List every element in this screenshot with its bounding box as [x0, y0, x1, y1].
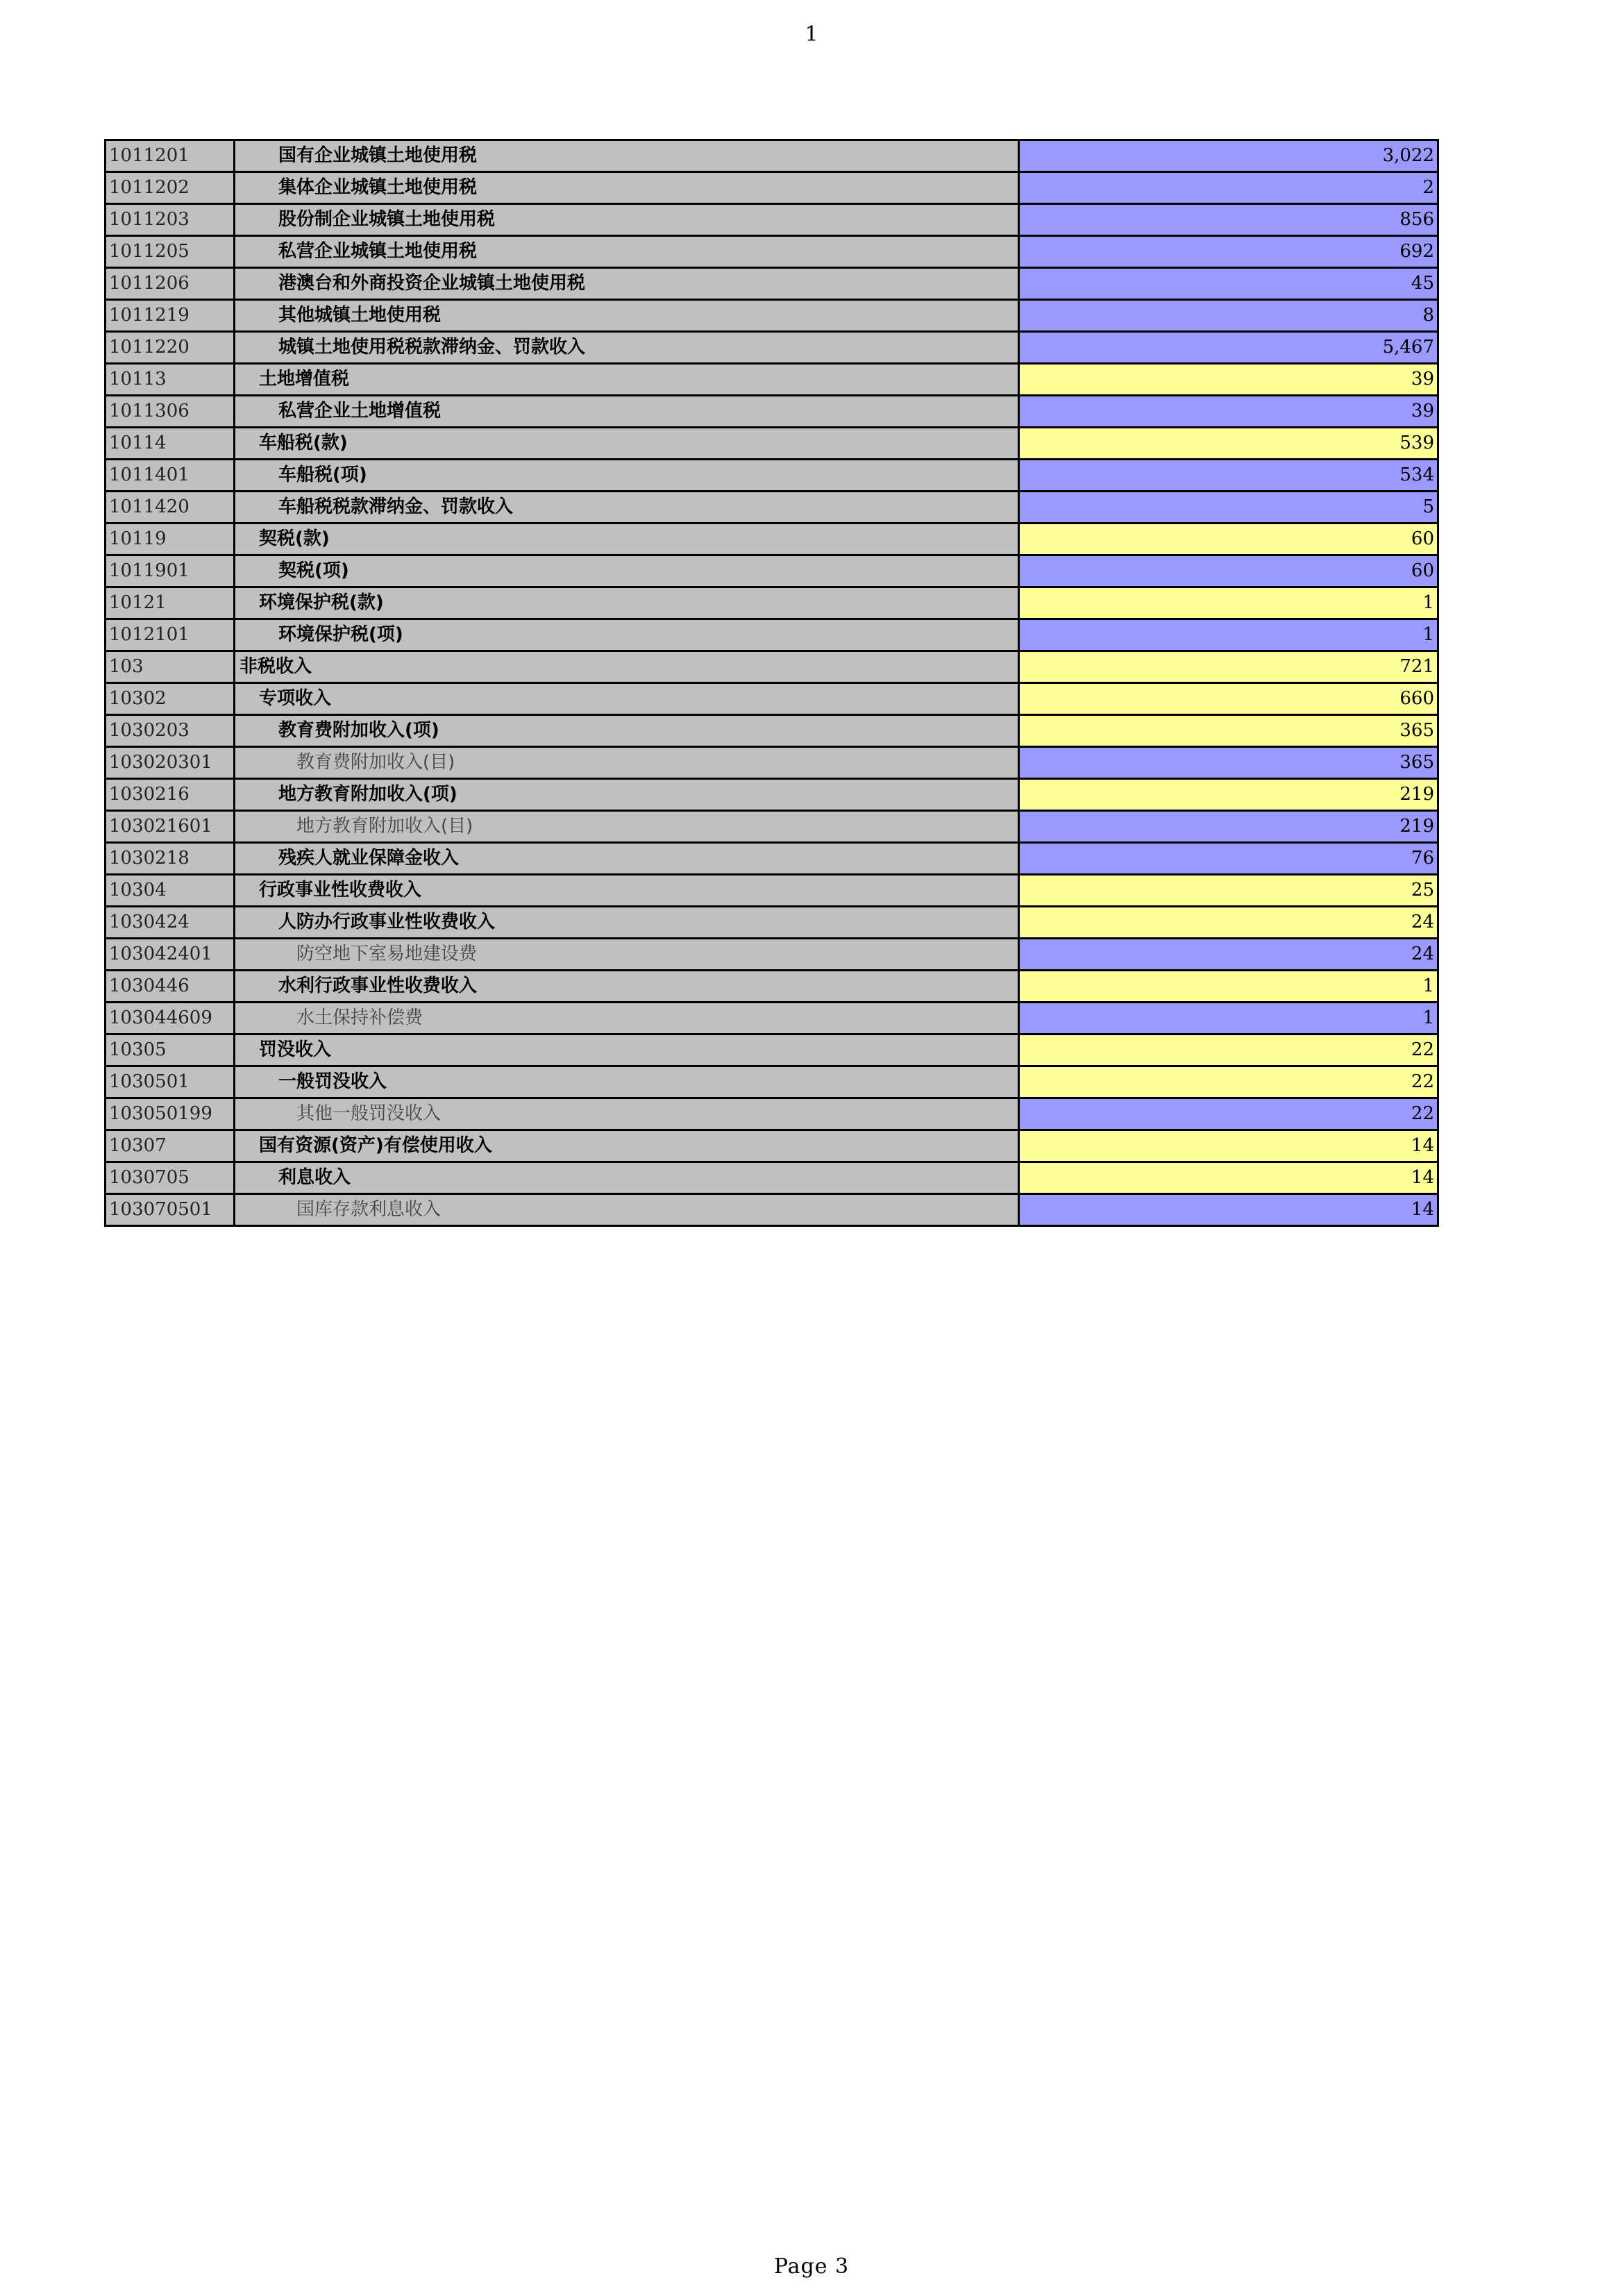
amount-cell: 539: [1019, 428, 1438, 460]
amount-cell: 22: [1019, 1098, 1438, 1130]
amount-cell: 1: [1019, 587, 1438, 619]
amount-cell: 5,467: [1019, 332, 1438, 364]
subject-code-cell: 1011306: [106, 396, 235, 428]
subject-code-cell: 1011901: [106, 555, 235, 587]
table-row: [106, 779, 1438, 811]
subject-name-cell: 专项收入: [235, 683, 1019, 715]
subject-code-cell: 10302: [106, 683, 235, 715]
subject-name-cell: 防空地下室易地建设费: [235, 939, 1019, 971]
table-row: [106, 1034, 1438, 1066]
table-row: [106, 555, 1438, 587]
subject-name-cell: 契税(款): [235, 523, 1019, 555]
amount-cell: 365: [1019, 747, 1438, 779]
table-row: [106, 939, 1438, 971]
subject-name-cell: 国有企业城镇土地使用税: [235, 140, 1019, 172]
table-row: [106, 715, 1438, 747]
subject-name-cell: 罚没收入: [235, 1034, 1019, 1066]
amount-cell: 60: [1019, 523, 1438, 555]
amount-cell: 8: [1019, 300, 1438, 332]
subject-code-cell: 1011202: [106, 172, 235, 204]
subject-code-cell: 1030446: [106, 971, 235, 1003]
subject-code-cell: 1011219: [106, 300, 235, 332]
subject-name-cell: 环境保护税(项): [235, 619, 1019, 651]
amount-cell: 1: [1019, 971, 1438, 1003]
subject-code-cell: 1030705: [106, 1162, 235, 1194]
amount-cell: 660: [1019, 683, 1438, 715]
amount-cell: 1: [1019, 619, 1438, 651]
subject-name-cell: 车船税(款): [235, 428, 1019, 460]
subject-name-cell: 土地增值税: [235, 364, 1019, 396]
budget-revenue-table: [104, 139, 1439, 1227]
subject-code-cell: 1030501: [106, 1066, 235, 1098]
table-row: [106, 683, 1438, 715]
subject-code-cell: 103: [106, 651, 235, 683]
subject-code-cell: 103070501: [106, 1194, 235, 1226]
subject-name-cell: 契税(项): [235, 555, 1019, 587]
table-row: [106, 236, 1438, 268]
amount-cell: 39: [1019, 396, 1438, 428]
table-row: [106, 619, 1438, 651]
subject-code-cell: 10304: [106, 875, 235, 907]
subject-name-cell: 教育费附加收入(目): [235, 747, 1019, 779]
amount-cell: 365: [1019, 715, 1438, 747]
subject-code-cell: 1011201: [106, 140, 235, 172]
subject-name-cell: 残疾人就业保障金收入: [235, 843, 1019, 875]
subject-name-cell: 地方教育附加收入(项): [235, 779, 1019, 811]
table-row: [106, 428, 1438, 460]
subject-name-cell: 水土保持补偿费: [235, 1003, 1019, 1034]
subject-name-cell: 教育费附加收入(项): [235, 715, 1019, 747]
subject-code-cell: 103021601: [106, 811, 235, 843]
table-row: [106, 811, 1438, 843]
amount-cell: 76: [1019, 843, 1438, 875]
amount-cell: 14: [1019, 1194, 1438, 1226]
amount-cell: 22: [1019, 1034, 1438, 1066]
amount-cell: 24: [1019, 939, 1438, 971]
amount-cell: 856: [1019, 204, 1438, 236]
subject-code-cell: 1011203: [106, 204, 235, 236]
amount-cell: 5: [1019, 492, 1438, 523]
table-row: [106, 1003, 1438, 1034]
subject-code-cell: 1030424: [106, 907, 235, 939]
subject-name-cell: 其他一般罚没收入: [235, 1098, 1019, 1130]
table-row: [106, 492, 1438, 523]
amount-cell: 534: [1019, 460, 1438, 492]
subject-code-cell: 1011420: [106, 492, 235, 523]
subject-code-cell: 103020301: [106, 747, 235, 779]
subject-code-cell: 1030218: [106, 843, 235, 875]
subject-name-cell: 其他城镇土地使用税: [235, 300, 1019, 332]
subject-code-cell: 103050199: [106, 1098, 235, 1130]
subject-name-cell: 环境保护税(款): [235, 587, 1019, 619]
amount-cell: 60: [1019, 555, 1438, 587]
table-row: [106, 1194, 1438, 1226]
subject-name-cell: 利息收入: [235, 1162, 1019, 1194]
subject-name-cell: 私营企业土地增值税: [235, 396, 1019, 428]
amount-cell: 219: [1019, 811, 1438, 843]
amount-cell: 14: [1019, 1130, 1438, 1162]
amount-cell: 219: [1019, 779, 1438, 811]
table-row: [106, 396, 1438, 428]
amount-cell: 692: [1019, 236, 1438, 268]
table-row: [106, 300, 1438, 332]
subject-name-cell: 行政事业性收费收入: [235, 875, 1019, 907]
table-row: [106, 875, 1438, 907]
amount-cell: 14: [1019, 1162, 1438, 1194]
subject-code-cell: 1011206: [106, 268, 235, 300]
subject-name-cell: 车船税税款滞纳金、罚款收入: [235, 492, 1019, 523]
table-row: [106, 587, 1438, 619]
subject-name-cell: 水利行政事业性收费收入: [235, 971, 1019, 1003]
amount-cell: 39: [1019, 364, 1438, 396]
table-row: [106, 140, 1438, 172]
amount-cell: 2: [1019, 172, 1438, 204]
table-row: [106, 747, 1438, 779]
amount-cell: 45: [1019, 268, 1438, 300]
subject-name-cell: 港澳台和外商投资企业城镇土地使用税: [235, 268, 1019, 300]
table-row: [106, 172, 1438, 204]
subject-code-cell: 1011205: [106, 236, 235, 268]
table-row: [106, 651, 1438, 683]
subject-code-cell: 10113: [106, 364, 235, 396]
subject-name-cell: 国库存款利息收入: [235, 1194, 1019, 1226]
table-row: [106, 1066, 1438, 1098]
table-row: [106, 907, 1438, 939]
page-footer: Page 3: [773, 2254, 850, 2279]
subject-code-cell: 1011220: [106, 332, 235, 364]
subject-code-cell: 103044609: [106, 1003, 235, 1034]
amount-cell: 25: [1019, 875, 1438, 907]
table-row: [106, 332, 1438, 364]
table-row: [106, 268, 1438, 300]
subject-name-cell: 集体企业城镇土地使用税: [235, 172, 1019, 204]
subject-code-cell: 10121: [106, 587, 235, 619]
subject-code-cell: 10307: [106, 1130, 235, 1162]
subject-code-cell: 1030203: [106, 715, 235, 747]
table-row: [106, 1162, 1438, 1194]
amount-cell: 22: [1019, 1066, 1438, 1098]
table-row: [106, 364, 1438, 396]
subject-name-cell: 非税收入: [235, 651, 1019, 683]
amount-cell: 721: [1019, 651, 1438, 683]
table-row: [106, 843, 1438, 875]
subject-name-cell: 一般罚没收入: [235, 1066, 1019, 1098]
subject-name-cell: 人防办行政事业性收费收入: [235, 907, 1019, 939]
table-row: [106, 204, 1438, 236]
amount-cell: 1: [1019, 1003, 1438, 1034]
subject-code-cell: 1012101: [106, 619, 235, 651]
table-row: [106, 1098, 1438, 1130]
subject-code-cell: 10119: [106, 523, 235, 555]
budget-revenue-table-body: [106, 140, 1438, 1226]
subject-code-cell: 10114: [106, 428, 235, 460]
amount-cell: 3,022: [1019, 140, 1438, 172]
table-row: [106, 460, 1438, 492]
subject-code-cell: 1030216: [106, 779, 235, 811]
subject-name-cell: 股份制企业城镇土地使用税: [235, 204, 1019, 236]
subject-code-cell: 10305: [106, 1034, 235, 1066]
amount-cell: 24: [1019, 907, 1438, 939]
subject-name-cell: 车船税(项): [235, 460, 1019, 492]
subject-name-cell: 地方教育附加收入(目): [235, 811, 1019, 843]
subject-name-cell: 私营企业城镇土地使用税: [235, 236, 1019, 268]
page-number: 1: [805, 22, 818, 47]
subject-code-cell: 103042401: [106, 939, 235, 971]
table-row: [106, 971, 1438, 1003]
subject-name-cell: 国有资源(资产)有偿使用收入: [235, 1130, 1019, 1162]
subject-code-cell: 1011401: [106, 460, 235, 492]
table-row: [106, 1130, 1438, 1162]
subject-name-cell: 城镇土地使用税税款滞纳金、罚款收入: [235, 332, 1019, 364]
table-row: [106, 523, 1438, 555]
